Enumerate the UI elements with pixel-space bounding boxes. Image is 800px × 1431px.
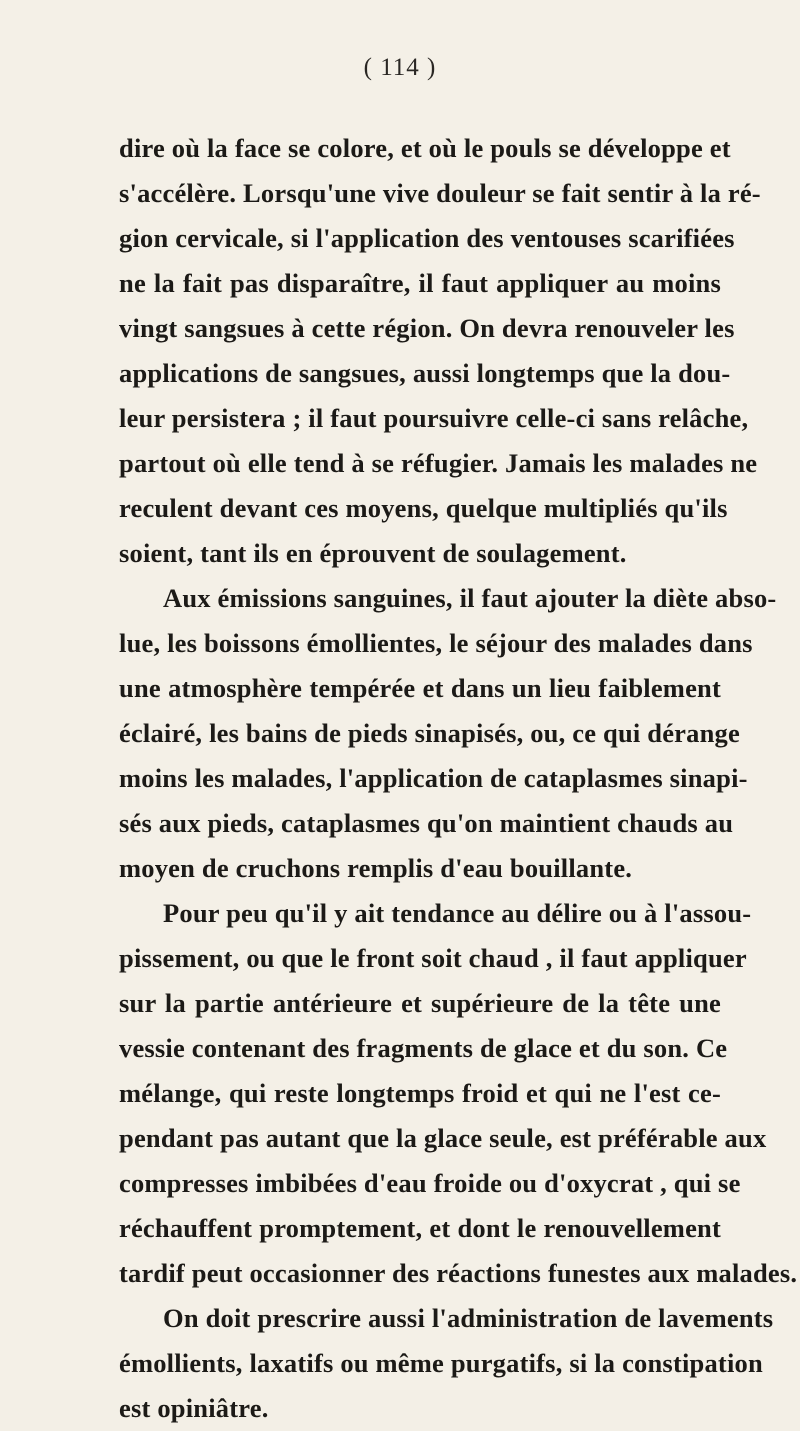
text-line: lue, les boissons émollientes, le séjour des malades dans	[119, 628, 753, 658]
text-line: moyen de cruchons remplis d'eau bouillante.	[119, 853, 633, 883]
text-line: vessie contenant des fragments de glace et du son. Ce	[119, 1033, 728, 1063]
text-line: sur la partie antérieure et supérieure de la tête une	[119, 988, 721, 1018]
text-line: vingt sangsues à cette région. On devra renouveler les	[119, 313, 735, 343]
text-line: pissement, ou que le front soit chaud , il faut appliquer	[119, 943, 747, 973]
paragraph	[119, 126, 761, 576]
text-line: partout où elle tend à se réfugier. Jamais les malades ne	[119, 448, 758, 478]
paragraph	[119, 576, 777, 891]
text-line: tardif peut occasionner des réactions funestes aux malades.	[119, 1258, 798, 1288]
text-line: leur persistera ; il faut poursuivre celle-ci sans relâche,	[119, 403, 749, 433]
text-line: applications de sangsues, aussi longtemps que la dou-	[119, 358, 731, 388]
text-line: soient, tant ils en éprouvent de soulagement.	[119, 538, 627, 568]
body-text	[119, 126, 798, 1431]
text-line: reculent devant ces moyens, quelque multipliés qu'ils	[119, 493, 728, 523]
text-line: pendant pas autant que la glace seule, est préférable aux	[119, 1123, 767, 1153]
text-line: sés aux pieds, cataplasmes qu'on maintient chauds au	[119, 808, 734, 838]
text-line: mélange, qui reste longtemps froid et qui ne l'est ce-	[119, 1078, 721, 1108]
text-line: gion cervicale, si l'application des ventouses scarifiées	[119, 223, 735, 253]
page-number: ( 114 )	[363, 54, 437, 81]
paragraph	[119, 1296, 774, 1431]
text-line: une atmosphère tempérée et dans un lieu faiblement	[119, 673, 721, 703]
text-line: Aux émissions sanguines, il faut ajouter la diète abso-	[163, 583, 777, 613]
text-line: dire où la face se colore, et où le pouls se développe et	[119, 133, 731, 163]
paragraph	[119, 891, 798, 1296]
text-line: On doit prescrire aussi l'administration de lavements	[163, 1303, 774, 1333]
text-line: est opiniâtre.	[119, 1393, 269, 1423]
text-line: Pour peu qu'il y ait tendance au délire ou à l'assou-	[163, 898, 752, 928]
text-line: réchauffent promptement, et dont le renouvellement	[119, 1213, 721, 1243]
text-line: moins les malades, l'application de cataplasmes sinapi-	[119, 763, 748, 793]
text-line: ne la fait pas disparaître, il faut appliquer au moins	[119, 268, 721, 298]
text-line: émollients, laxatifs ou même purgatifs, si la constipation	[119, 1348, 763, 1378]
text-line: s'accélère. Lorsqu'une vive douleur se fait sentir à la ré-	[119, 178, 761, 208]
text-line: compresses imbibées d'eau froide ou d'oxycrat , qui se	[119, 1168, 741, 1198]
text-line: éclairé, les bains de pieds sinapisés, ou, ce qui dérange	[119, 718, 740, 748]
